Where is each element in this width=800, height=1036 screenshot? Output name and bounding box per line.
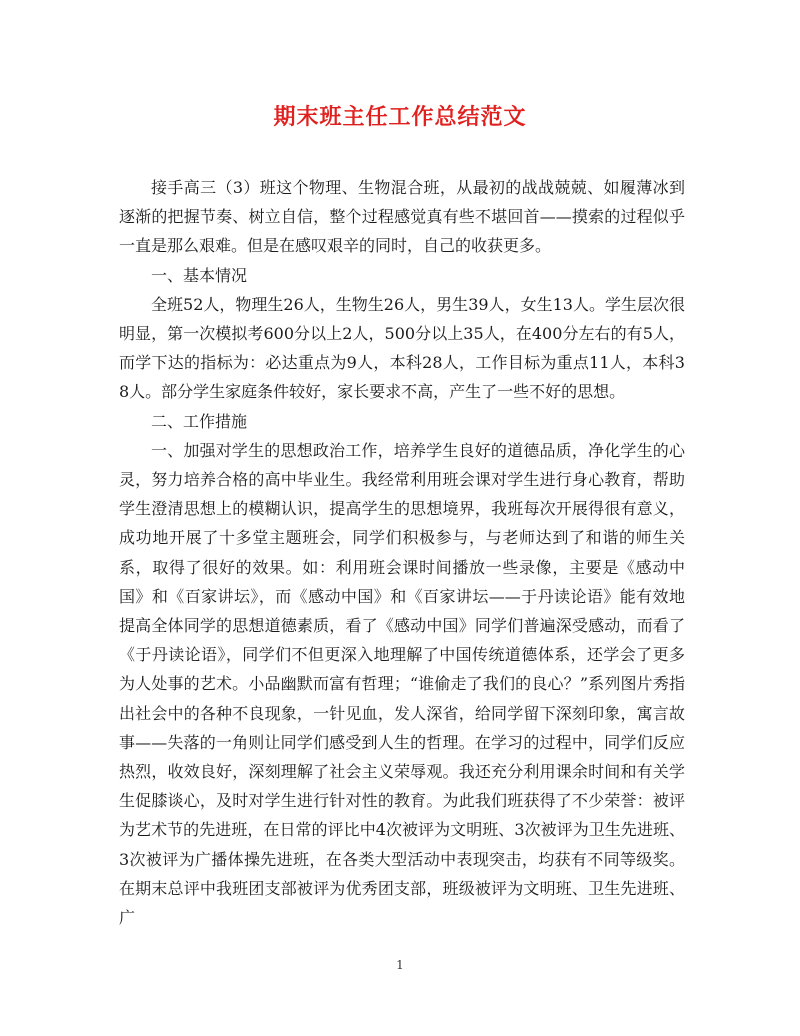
document-body <box>119 173 685 932</box>
section-heading-work-measures: 二、工作措施 <box>151 411 248 431</box>
document-title: 期末班主任工作总结范文 <box>273 104 527 130</box>
work-measures-paragraph: 一、加强对学生的思想政治工作，培养学生良好的道德品质，净化学生的心灵，努力培养合格的高中毕业生。我经常利用班会课对学生进行身心教育，帮助学生澄清思想上的模糊认识，提高学生的思想境界，我班每次开展得很有意义，成功地开展了十多堂主题班会，同学们积极参与，与老师达到了和谐的师生关系，取得了很好的效果。如：利用班会课时间播放一些录像，主要是《感动中国》和《百家讲坛》，而《感动中国》和《百家讲坛——于丹读论语》能有效地提高全体同学的思想道德素质，看了《感动中国》同学们普遍深受感动，而看了《于丹读论语》，同学们不但更深入地理解了中国传统道德体系，还学会了更多为人处事的艺术。小品幽默而富有哲理；“谁偷走了我们的良心？”系列图片秀指出社会中的各种不良现象，一针见血，发人深省，给同学留下深刻印象，寓言故事——失落的一角则让同学们感受到人生的哲理。在学习的过程中，同学们反应热烈，收效良好，深刻理解了社会主义荣辱观。我还充分利用课余时间和有关学生促膝谈心，及时对学生进行针对性的教育。为此我们班获得了不少荣誉：被评为艺术节的先进班，在日常的评比中4次被评为文明班、3次被评为卫生先进班、3次被评为广播体操先进班，在各类大型活动中表现突击，均获有不同等级奖。在期末总评中我班团支部被评为优秀团支部，班级被评为文明班、卫生先进班、广 <box>119 440 685 928</box>
intro-paragraph: 接手高三（3）班这个物理、生物混合班，从最初的战战兢兢、如履薄冰到逐渐的把握节奏、树立自信，整个过程感觉真有些不堪回首——摸索的过程似乎一直是那么艰难。但是在感叹艰辛的同时，自己的收获更多。 <box>119 178 685 256</box>
page-number: 1 <box>396 958 404 972</box>
section-heading-basic-situation: 一、基本情况 <box>151 265 248 285</box>
basic-situation-paragraph: 全班52人，物理生26人，生物生26人，男生39人，女生13人。学生层次很明显，第一次模拟考600分以上2人，500分以上35人，在400分左右的有5人，而学下达的指标为：必达重点为9人，本科28人，工作目标为重点11人，本科38人。部分学生家庭条件较好，家长要求不高，产生了一些不好的思想。 <box>119 294 685 402</box>
